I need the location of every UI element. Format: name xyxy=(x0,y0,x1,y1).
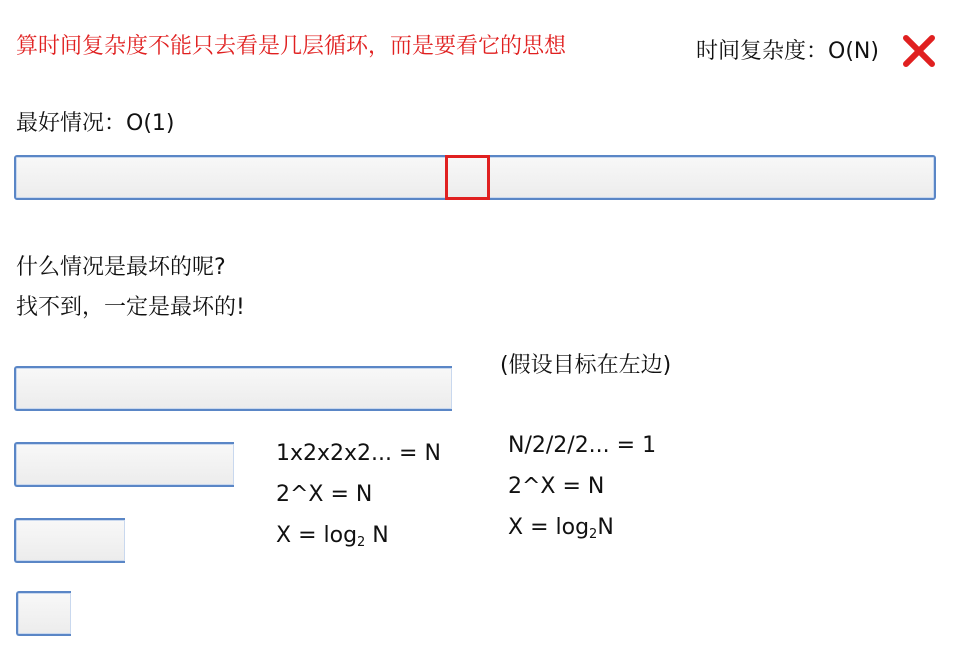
worst-case-question: 什么情况是最坏的呢? xyxy=(16,255,226,280)
left-formula-line2: 2^X = N xyxy=(276,482,373,507)
left-formula-line3-suffix: N xyxy=(365,523,389,548)
right-formula-line1: N/2/2/2... = 1 xyxy=(508,433,657,458)
left-formula-line3 xyxy=(276,522,389,557)
left-formula-line1: 1x2x2x2... = N xyxy=(276,441,441,466)
complexity-claim: 时间复杂度：O(N) xyxy=(696,39,879,64)
left-formula-line3-sub: 2 xyxy=(357,535,366,550)
right-formula-line3-prefix: X = log xyxy=(508,515,590,540)
right-formula-line3-sub: 2 xyxy=(589,527,598,542)
single-element-bar xyxy=(16,591,71,636)
quarter-array-bar xyxy=(14,442,234,487)
left-formula-line3-prefix: X = log xyxy=(276,523,358,548)
right-formula-line2: 2^X = N xyxy=(508,474,605,499)
assumption-note: (假设目标在左边) xyxy=(500,353,672,378)
half-array-bar xyxy=(14,366,452,411)
right-formula-line3-suffix: N xyxy=(597,515,614,540)
wrong-x-icon xyxy=(902,34,936,68)
thinking-note: 算时间复杂度不能只去看是几层循环，而是要看它的思想 xyxy=(16,34,567,59)
middle-element-highlight xyxy=(445,155,490,200)
worst-case-answer: 找不到，一定是最坏的! xyxy=(16,295,245,320)
right-formula-line3 xyxy=(508,514,614,549)
best-case-label: 最好情况：O(1) xyxy=(16,111,175,136)
eighth-array-bar xyxy=(14,518,125,563)
